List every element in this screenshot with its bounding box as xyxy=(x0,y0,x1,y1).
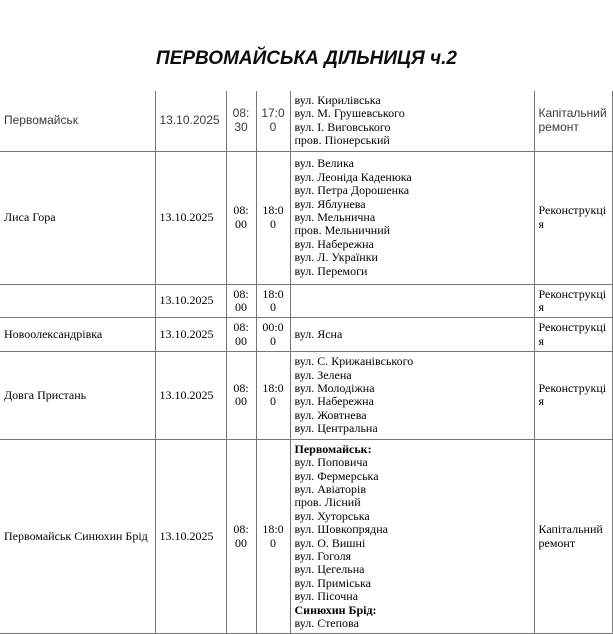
table-body xyxy=(0,91,612,634)
street-line: пров. Лісний xyxy=(294,495,361,510)
street-line: вул. Перемоги xyxy=(294,263,368,278)
streets-cell xyxy=(290,151,534,284)
date-cell: 13.10.2025 xyxy=(155,151,226,284)
street-line: вул. Приміська xyxy=(294,575,372,590)
page-title: ПЕРВОМАЙСЬКА ДІЛЬНИЦЯ ч.2 xyxy=(156,48,457,69)
start-time-cell: 08:00 xyxy=(226,151,256,284)
end-time-cell: 00:00 xyxy=(256,318,290,352)
street-line: вул. Авіаторів xyxy=(294,481,366,496)
street-line: вул. О. Вишні xyxy=(294,535,366,550)
locality-cell: Довга Пристань xyxy=(0,352,155,439)
date-cell: 13.10.2025 xyxy=(155,284,226,318)
start-time-cell: 08:00 xyxy=(226,318,256,352)
table-row xyxy=(0,439,612,634)
start-time-cell: 08:00 xyxy=(226,439,256,634)
street-line: пров. Піонерський xyxy=(294,133,390,148)
street-line: вул. Гоголя xyxy=(294,548,352,563)
table-row xyxy=(0,318,612,352)
start-time-cell: 08:00 xyxy=(226,284,256,318)
streets-cell xyxy=(290,318,534,352)
street-line: вул. Набережна xyxy=(294,236,374,251)
street-line: вул. Молодіжна xyxy=(294,381,375,396)
repair-type-cell: Капітальний ремонт xyxy=(534,439,612,634)
street-line: вул. Центральна xyxy=(294,421,378,436)
street-line: вул. Велика xyxy=(294,156,354,171)
street-line: вул. Пісочна xyxy=(294,589,359,604)
locality-cell: Первомайськ Синюхин Брід xyxy=(0,439,155,634)
street-line: вул. Кирилівська xyxy=(294,93,381,107)
repair-type-cell: Реконструкція xyxy=(534,352,612,439)
street-line: вул. Ясна xyxy=(294,327,343,342)
street-line: вул. І. Виговського xyxy=(294,119,391,134)
end-time-cell: 17:00 xyxy=(256,91,290,151)
table-row xyxy=(0,284,612,318)
repair-type-cell: Реконструкція xyxy=(534,284,612,318)
street-line: вул. Степова xyxy=(294,615,359,630)
streets-cell xyxy=(290,439,534,634)
street-line: вул. Шовкопрядна xyxy=(294,522,389,537)
streets-cell xyxy=(290,352,534,439)
table-row xyxy=(0,91,612,151)
settlement-subheader: Первомайськ: xyxy=(294,441,372,456)
locality-cell: Лиса Гора xyxy=(0,151,155,284)
street-line: вул. Леоніда Каденюка xyxy=(294,169,412,184)
street-line: вул. Жовтнева xyxy=(294,407,367,422)
table-row xyxy=(0,151,612,284)
street-line: вул. М. Грушевського xyxy=(294,106,405,121)
end-time-cell: 18:00 xyxy=(256,284,290,318)
street-line: вул. Набережна xyxy=(294,394,374,409)
street-line: вул. Яблунева xyxy=(294,196,366,211)
date-cell: 13.10.2025 xyxy=(155,91,226,151)
street-line: пров. Мельничний xyxy=(294,223,391,238)
date-cell: 13.10.2025 xyxy=(155,318,226,352)
settlement-subheader: Синюхин Брід: xyxy=(294,602,377,617)
end-time-cell: 18:00 xyxy=(256,352,290,439)
streets-cell xyxy=(290,284,534,318)
date-cell: 13.10.2025 xyxy=(155,352,226,439)
repair-type-cell: Реконструкція xyxy=(534,151,612,284)
street-line: вул. Зелена xyxy=(294,367,352,382)
repair-type-cell: Капітальний ремонт xyxy=(534,91,612,151)
street-line: вул. Петра Дорошенка xyxy=(294,183,410,198)
street-line: вул. Мельнична xyxy=(294,209,376,224)
street-line: вул. Цегельна xyxy=(294,562,365,577)
repair-type-cell: Реконструкція xyxy=(534,318,612,352)
end-time-cell: 18:00 xyxy=(256,439,290,634)
locality-cell: Первомайськ xyxy=(0,91,155,151)
street-line: вул. Л. Українки xyxy=(294,250,378,265)
locality-cell: Новоолександрівка xyxy=(0,318,155,352)
outage-schedule-table xyxy=(0,91,613,634)
street-line: вул. Поповича xyxy=(294,455,368,470)
start-time-cell: 08:00 xyxy=(226,352,256,439)
street-line: вул. Хуторська xyxy=(294,508,370,523)
end-time-cell: 18:00 xyxy=(256,151,290,284)
table-row xyxy=(0,352,612,439)
locality-cell xyxy=(0,284,155,318)
start-time-cell: 08:30 xyxy=(226,91,256,151)
street-line: вул. С. Крижанівського xyxy=(294,354,414,369)
streets-cell xyxy=(290,91,534,151)
street-line: вул. Фермерська xyxy=(294,468,379,483)
date-cell: 13.10.2025 xyxy=(155,439,226,634)
